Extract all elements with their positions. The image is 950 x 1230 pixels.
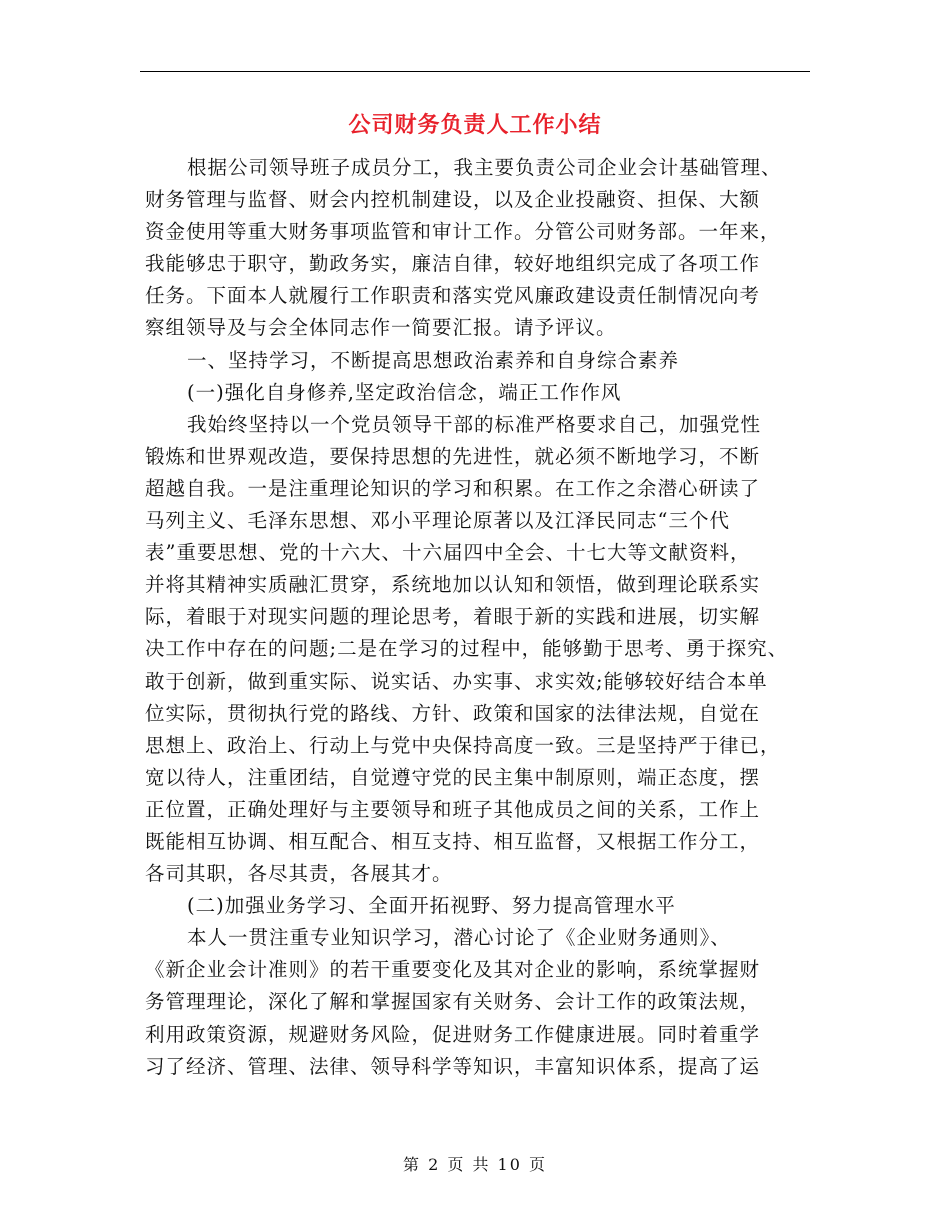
body-line: 察组领导及与会全体同志作一简要汇报。请予评议。 [145, 316, 617, 340]
body-line: 思想上、政治上、行动上与党中央保持高度一致。三是坚持严于律已， [145, 733, 781, 757]
body-line: 习了经济、管理、法律、领导科学等知识，丰富知识体系，提高了运 [145, 1054, 761, 1078]
body-line: 正位置，正确处理好与主要领导和班子其他成员之间的关系，工作上 [145, 797, 761, 821]
body-line: 务管理理论，深化了解和掌握国家有关财务、会计工作的政策法规， [145, 990, 761, 1014]
body-line: 马列主义、毛泽东思想、邓小平理论原著以及江泽民同志“三个代 [145, 509, 730, 533]
document-body [145, 152, 825, 1083]
body-line: 敢于创新，做到重实际、说实话、办实事、求实效;能够较好结合本单 [145, 669, 768, 693]
body-line: 宽以待人，注重团结，自觉遵守党的民主集中制原则，端正态度，摆 [145, 765, 761, 789]
body-line: 我始终坚持以一个党员领导干部的标准严格要求自己，加强党性 [187, 412, 762, 436]
body-line: 各司其职，各尽其责，各展其才。 [145, 862, 453, 886]
body-line: 既能相互协调、相互配合、相互支持、相互监督，又根据工作分工， [145, 829, 761, 853]
body-line: 超越自我。一是注重理论知识的学习和积累。在工作之余潜心研读了 [145, 476, 761, 500]
body-line: 本人一贯注重专业知识学习，潜心讨论了《企业财务通则》、 [187, 926, 731, 950]
document-title: 公司财务负责人工作小结 [348, 112, 602, 138]
body-line: 财务管理与监督、财会内控机制建设，以及企业投融资、担保、大额 [145, 188, 761, 212]
page-number: 第 2 页 共 10 页 [403, 1155, 547, 1174]
body-line: 位实际，贯彻执行党的路线、方针、政策和国家的法律法规，自觉在 [145, 701, 761, 725]
body-line: 锻炼和世界观改造，要保持思想的先进性，就必须不断地学习，不断 [145, 444, 761, 468]
body-line: 决工作中存在的问题;二是在学习的过程中，能够勤于思考、勇于探究、 [145, 637, 789, 661]
body-line: 《新企业会计准则》的若干重要变化及其对企业的影响，系统掌握财 [145, 958, 761, 982]
body-line: 并将其精神实质融汇贯穿，系统地加以认知和领悟，做到理论联系实 [145, 573, 761, 597]
body-line: 际，着眼于对现实问题的理论思考，着眼于新的实践和进展，切实解 [145, 605, 761, 629]
body-line: 我能够忠于职守，勤政务实，廉洁自律，较好地组织完成了各项工作 [145, 252, 761, 276]
body-line: 根据公司领导班子成员分工，我主要负责公司企业会计基础管理、 [187, 156, 782, 179]
body-line: 一、坚持学习，不断提高思想政治素养和自身综合素养 [187, 348, 680, 372]
body-line: 利用政策资源，规避财务风险，促进财务工作健康进展。同时着重学 [145, 1022, 761, 1046]
body-line: 表”重要思想、党的十六大、十六届四中全会、十七大等文献资料， [145, 541, 751, 565]
body-line: 资金使用等重大财务事项监管和审计工作。分管公司财务部。一年来， [145, 220, 781, 244]
body-line: 任务。下面本人就履行工作职责和落实党风廉政建设责任制情况向考 [145, 284, 761, 308]
header-rule [140, 71, 810, 72]
body-line: (二)加强业务学习、全面开拓视野、努力提高管理水平 [187, 894, 676, 918]
body-line: (一)强化自身修养,坚定政治信念，端正工作作风 [187, 380, 622, 404]
